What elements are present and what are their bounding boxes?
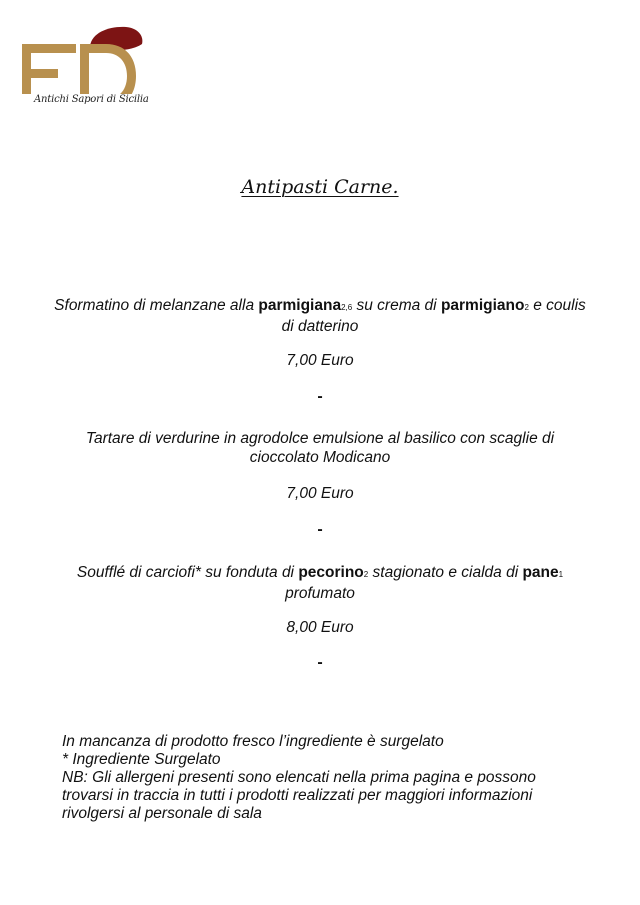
menu-title: Antipasti Carne. xyxy=(241,176,399,198)
dish-2-separator: - xyxy=(317,521,323,538)
footer-notes xyxy=(62,733,582,823)
dish-1-description: Sformatino di melanzane alla parmigiana2,6 su crema di parmigiano2 e coulis di datterino xyxy=(54,297,586,335)
note-fresh-product: In mancanza di prodotto fresco l’ingrediente è surgelato xyxy=(62,733,444,750)
dish-3-price: 8,00 Euro xyxy=(286,619,354,636)
dish-3-separator: - xyxy=(317,654,323,671)
dish-1-separator: - xyxy=(317,388,323,405)
dish-1-price: 7,00 Euro xyxy=(286,352,354,369)
letter-d-shape xyxy=(80,44,136,94)
fd-logo-icon xyxy=(18,24,154,94)
note-frozen-ingredient: * Ingrediente Surgelato xyxy=(62,751,221,768)
dish-2-price: 7,00 Euro xyxy=(286,485,354,502)
logo xyxy=(18,24,154,110)
dish-2-description: Tartare di verdurine in agrodolce emulsione al basilico con scaglie di cioccolato Modicano xyxy=(85,430,555,466)
note-allergens: NB: Gli allergeni presenti sono elencati nella prima pagina e possono trovarsi in traccia in tutti i prodotti realizzati per maggiori informazioni rivolgersi al personale di sala xyxy=(62,769,536,822)
dish-3-description: Soufflé di carciofi* su fonduta di pecorino2 stagionato e cialda di pane1 profumato xyxy=(76,564,564,602)
letter-f-shape xyxy=(22,44,76,94)
logo-subtitle: Antichi Sapori di Sicilia xyxy=(34,94,149,105)
